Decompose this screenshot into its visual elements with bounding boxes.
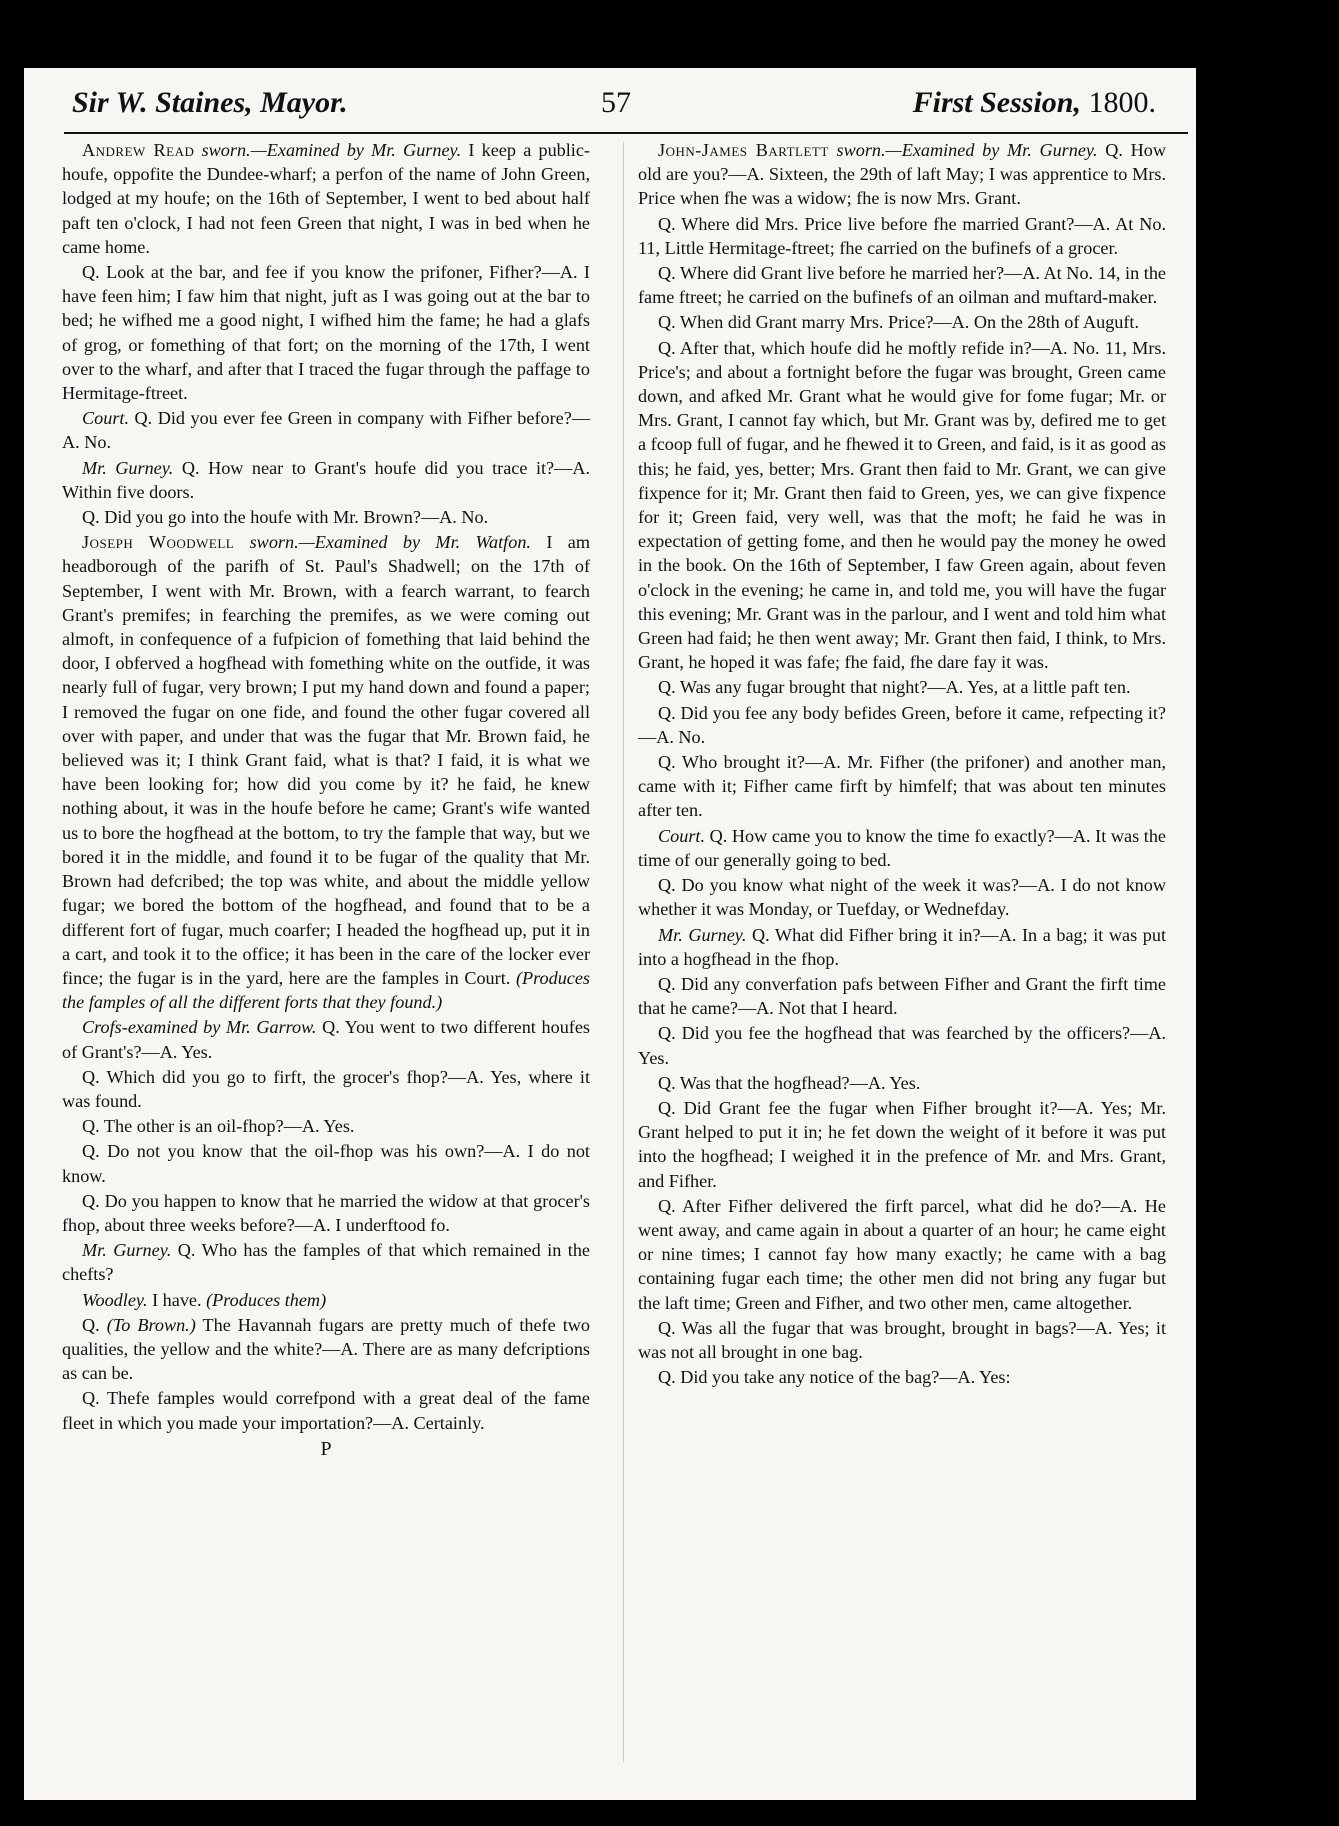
document-page [24,68,1196,1800]
paragraph [638,923,1166,971]
session-year: 1800. [1088,86,1156,119]
paragraph [62,1015,590,1063]
paragraph-text: Q. Did you ever fee Green in company with Fifher before?—A. No. [62,408,591,453]
stage-direction: (To Brown.) [106,1314,196,1335]
witness-name: Andrew Read [82,140,195,160]
paragraph-text: I am headborough of the parifh of St. Paul's Shadwell; on the 17th of September, I went with Mr. Brown, with a fearch warrant, to fearch Grant's premifes; in fearching the premifes, as we were coming out almoft, in confequence of a fufpicion of fomething that laid behind the door, I obferved a hogfhead with fomething white on the outfide, it was nearly full of fugar, very brown; I put my hand down and found a paper; I removed the fugar on one fide, and found the other fugar covered all over with paper, and under that was the fugar that Mr. Brown faid, he believed was it; I think Grant faid, what is that? I faid, it is what we have been looking for; how did you come by it? he faid, he knew nothing about, it was in the houfe before he came; Grant's wife wanted us to bore the hogfhead at the bottom, to try the fample that way, but we bored it in the middle, and found it to be fugar of the quality that Mr. Brown had defcribed; the top was white, and about the middle yellow fugar; we bored the bottom of the hogfhead, and found that to be a different fort of fugar, much coarfer; I headed the hogfhead up, put it in a cart, and took it to the office; it has been in the care of the locker ever fince; the fugar is in the yard, here are the famples in Court. [62,532,591,988]
session-label: First Session, [912,86,1081,119]
paragraph: Q. Did you take any notice of the bag?—A. Yes: [658,1367,1011,1388]
witness-name: John-James Bartlett [658,140,829,160]
paragraph: Q. Did any converfation pafs between Fifher and Grant the firft time that he came?—A. Not that I heard. [638,973,1166,1019]
paragraph: Q. Do you happen to know that he married the widow at that grocer's fhop, about three weeks before?—A. I underftood fo. [62,1190,590,1235]
paragraph: Q. Which did you go to firft, the grocer's fhop?—A. Yes, where it was found. [62,1066,590,1111]
paragraph-text: Q. You went to two different houfes of Grant's?—A. Yes. [62,1017,590,1062]
header-rule [64,132,1188,134]
paragraph-text: I keep a public-houfe, oppofite the Dundee-wharf; a perfon of the name of John Green, lodged at my houfe; on the 16th of September, I went to bed about half paft ten o'clock, I had not feen Green that night, I was in bed when he came home. [62,140,590,257]
header-session [913,86,1156,120]
paragraph: Q. Was any fugar brought that night?—A. Yes, at a little paft ten. [658,677,1131,698]
paragraph: Q. Do you know what night of the week it was?—A. I do not know whether it was Monday, or Tuefday, or Wednefday. [638,875,1166,920]
paragraph-text: I have. [152,1289,202,1310]
left-column [62,138,590,1461]
column-divider [623,142,624,1762]
speaker-label: Woodley. [82,1289,148,1310]
paragraph: Q. Who brought it?—A. Mr. Fifher (the prifoner) and another man, came with it; Fifher came firft by himfelf; that was about ten minutes after ten. [638,752,1166,821]
paragraph: Q. Where did Grant live before he married her?—A. At No. 14, in the fame ftreet; he carried on the bufinefs of an oilman and muftard-maker. [638,263,1166,308]
paragraph: Q. Where did Mrs. Price live before fhe married Grant?—A. At No. 11, Little Hermitage-ftreet; fhe carried on the bufinefs of a grocer. [638,213,1166,258]
speaker-label: Mr. Gurney. [82,457,174,478]
speaker-label: Court. [658,825,705,846]
page-number: 57 [601,86,631,119]
paragraph [638,138,1166,211]
paragraph: Q. Look at the bar, and fee if you know the prifoner, Fifher?—A. I have feen him; I faw him that night, juft as I was going out at the bar to bed; he wifhed me a good night, I wifhed him the fame; he had a glafs of grog, or fomething of that fort; on the morning of the 17th, I went over to the wharf, and after that I traced the fugar through the paffage to Hermitage-ftreet. [62,262,590,404]
paragraph [62,138,590,259]
speaker-label: Crofs-examined by Mr. Garrow. [82,1017,317,1038]
paragraph-text: Q. What did Fifher bring it in?—A. In a bag; it was put into a hogfhead in the fhop. [638,924,1166,969]
paragraph: Q. The other is an oil-fhop?—A. Yes. [82,1116,355,1137]
paragraph: Q. Was that the hogfhead?—A. Yes. [658,1072,921,1093]
examination-note: sworn.—Examined by Mr. Gurney. [201,140,462,160]
header-mayor: Sir W. Staines, Mayor. [72,86,348,119]
examination-note: sworn.—Examined by Mr. Gurney. [836,140,1098,160]
paragraph [62,456,590,504]
speaker-label: Mr. Gurney. [82,1240,172,1261]
signature-mark: P [320,1437,332,1460]
page-header [24,86,1196,130]
paragraph: Q. Did you go into the houfe with Mr. Brown?—A. No. [82,507,489,528]
paragraph: Q. When did Grant marry Mrs. Price?—A. On the 28th of Auguft. [658,312,1140,333]
paragraph-text: The Havannah fugars are pretty much of thefe two qualities, the yellow and the white?—A. There are as many defcriptions as can be. [62,1314,590,1384]
paragraph: Q. After that, which houfe did he moftly refide in?—A. No. 11, Mrs. Price's; and about a fortnight before the fugar was brought, Green came down, and afked Mr. Grant what he would give for fome fugar; Mr. or Mrs. Grant, I cannot fay which, but Mr. Grant was by, defired me to get a fcoop full of fugar, and he fhewed it to Green, and faid, is it as good as this; he faid, yes, better; Mrs. Grant then faid to Mr. Grant, we can give fixpence for it; Mr. Grant then faid to Green, yes, we can give fixpence for it; Green faid, very well, was that the moft; he faid he was in expectation of getting fome, and then he would pay the money he owed in the book. On the 16th of September, I faw Green again, about feven o'clock in the evening; he came in, and told me, you will have the fugar this evening; Mr. Grant was in the parlour, and I went and told him what Green had faid; he then went away; Mr. Grant then faid, I think, to Mrs. Grant, he hoped it was fafe; fhe faid, fhe dare fay it was. [638,337,1166,673]
paragraph-text: Q. How near to Grant's houfe did you trace it?—A. Within five doors. [62,457,590,502]
paragraph: Q. Did you fee the hogfhead that was fearched by the officers?—A. Yes. [638,1023,1166,1068]
speaker-label: Court. [82,408,129,429]
paragraph: Q. Was all the fugar that was brought, brought in bags?—A. Yes; it was not all brought in one bag. [638,1317,1166,1362]
paragraph [62,1288,590,1312]
paragraph [638,824,1166,872]
paragraph-text: Q. How old are you?—A. Sixteen, the 29th of laft May; I was apprentice to Mrs. Price when fhe was a widow; fhe is now Mrs. Grant. [638,140,1166,209]
right-column [638,138,1166,1390]
paragraph: Q. Did you fee any body befides Green, before it came, refpecting it?—A. No. [638,702,1166,747]
paragraph: Q. After Fifher delivered the firft parcel, what did he do?—A. He went away, and came again in about a quarter of an hour; he came eight or nine times; I cannot fay how many exactly; he came with a bag containing fugar each time; the other men did not bring any fugar but the laft time; Green and Fifher, and two other men, came altogether. [638,1195,1166,1313]
paragraph-text: Q. Who has the famples of that which remained in the chefts? [62,1240,591,1285]
witness-name: Joseph Woodwell [82,532,235,553]
paragraph [62,1238,590,1286]
paragraph: Q. (To Brown.) The Havannah fugars are pretty much of thefe two qualities, the yellow and the white?—A. There are as many defcriptions as can be. [62,1314,590,1384]
paragraph [62,530,590,1014]
paragraph: Q. Do not you know that the oil-fhop was his own?—A. I do not know. [62,1141,590,1186]
paragraph: Q. Thefe famples would correfpond with a great deal of the fame fleet in which you made your importation?—A. Certainly. [62,1388,590,1433]
stage-direction: (Produces the famples of all the different forts that they found.) [62,967,591,1013]
stage-direction: (Produces them) [206,1289,327,1310]
paragraph-text: Q. How came you to know the time fo exactly?—A. It was the time of our generally going to bed. [638,825,1167,870]
paragraph: Q. Did Grant fee the fugar when Fifher brought it?—A. Yes; Mr. Grant helped to put it in; he fet down the weight of it before it was put into the hogfhead; I weighed it in the prefence of Mr. and Mrs. Grant, and Fifher. [638,1097,1166,1191]
examination-note: sworn.—Examined by Mr. Watfon. [249,532,531,553]
paragraph [62,406,590,454]
speaker-label: Mr. Gurney. [658,924,747,945]
